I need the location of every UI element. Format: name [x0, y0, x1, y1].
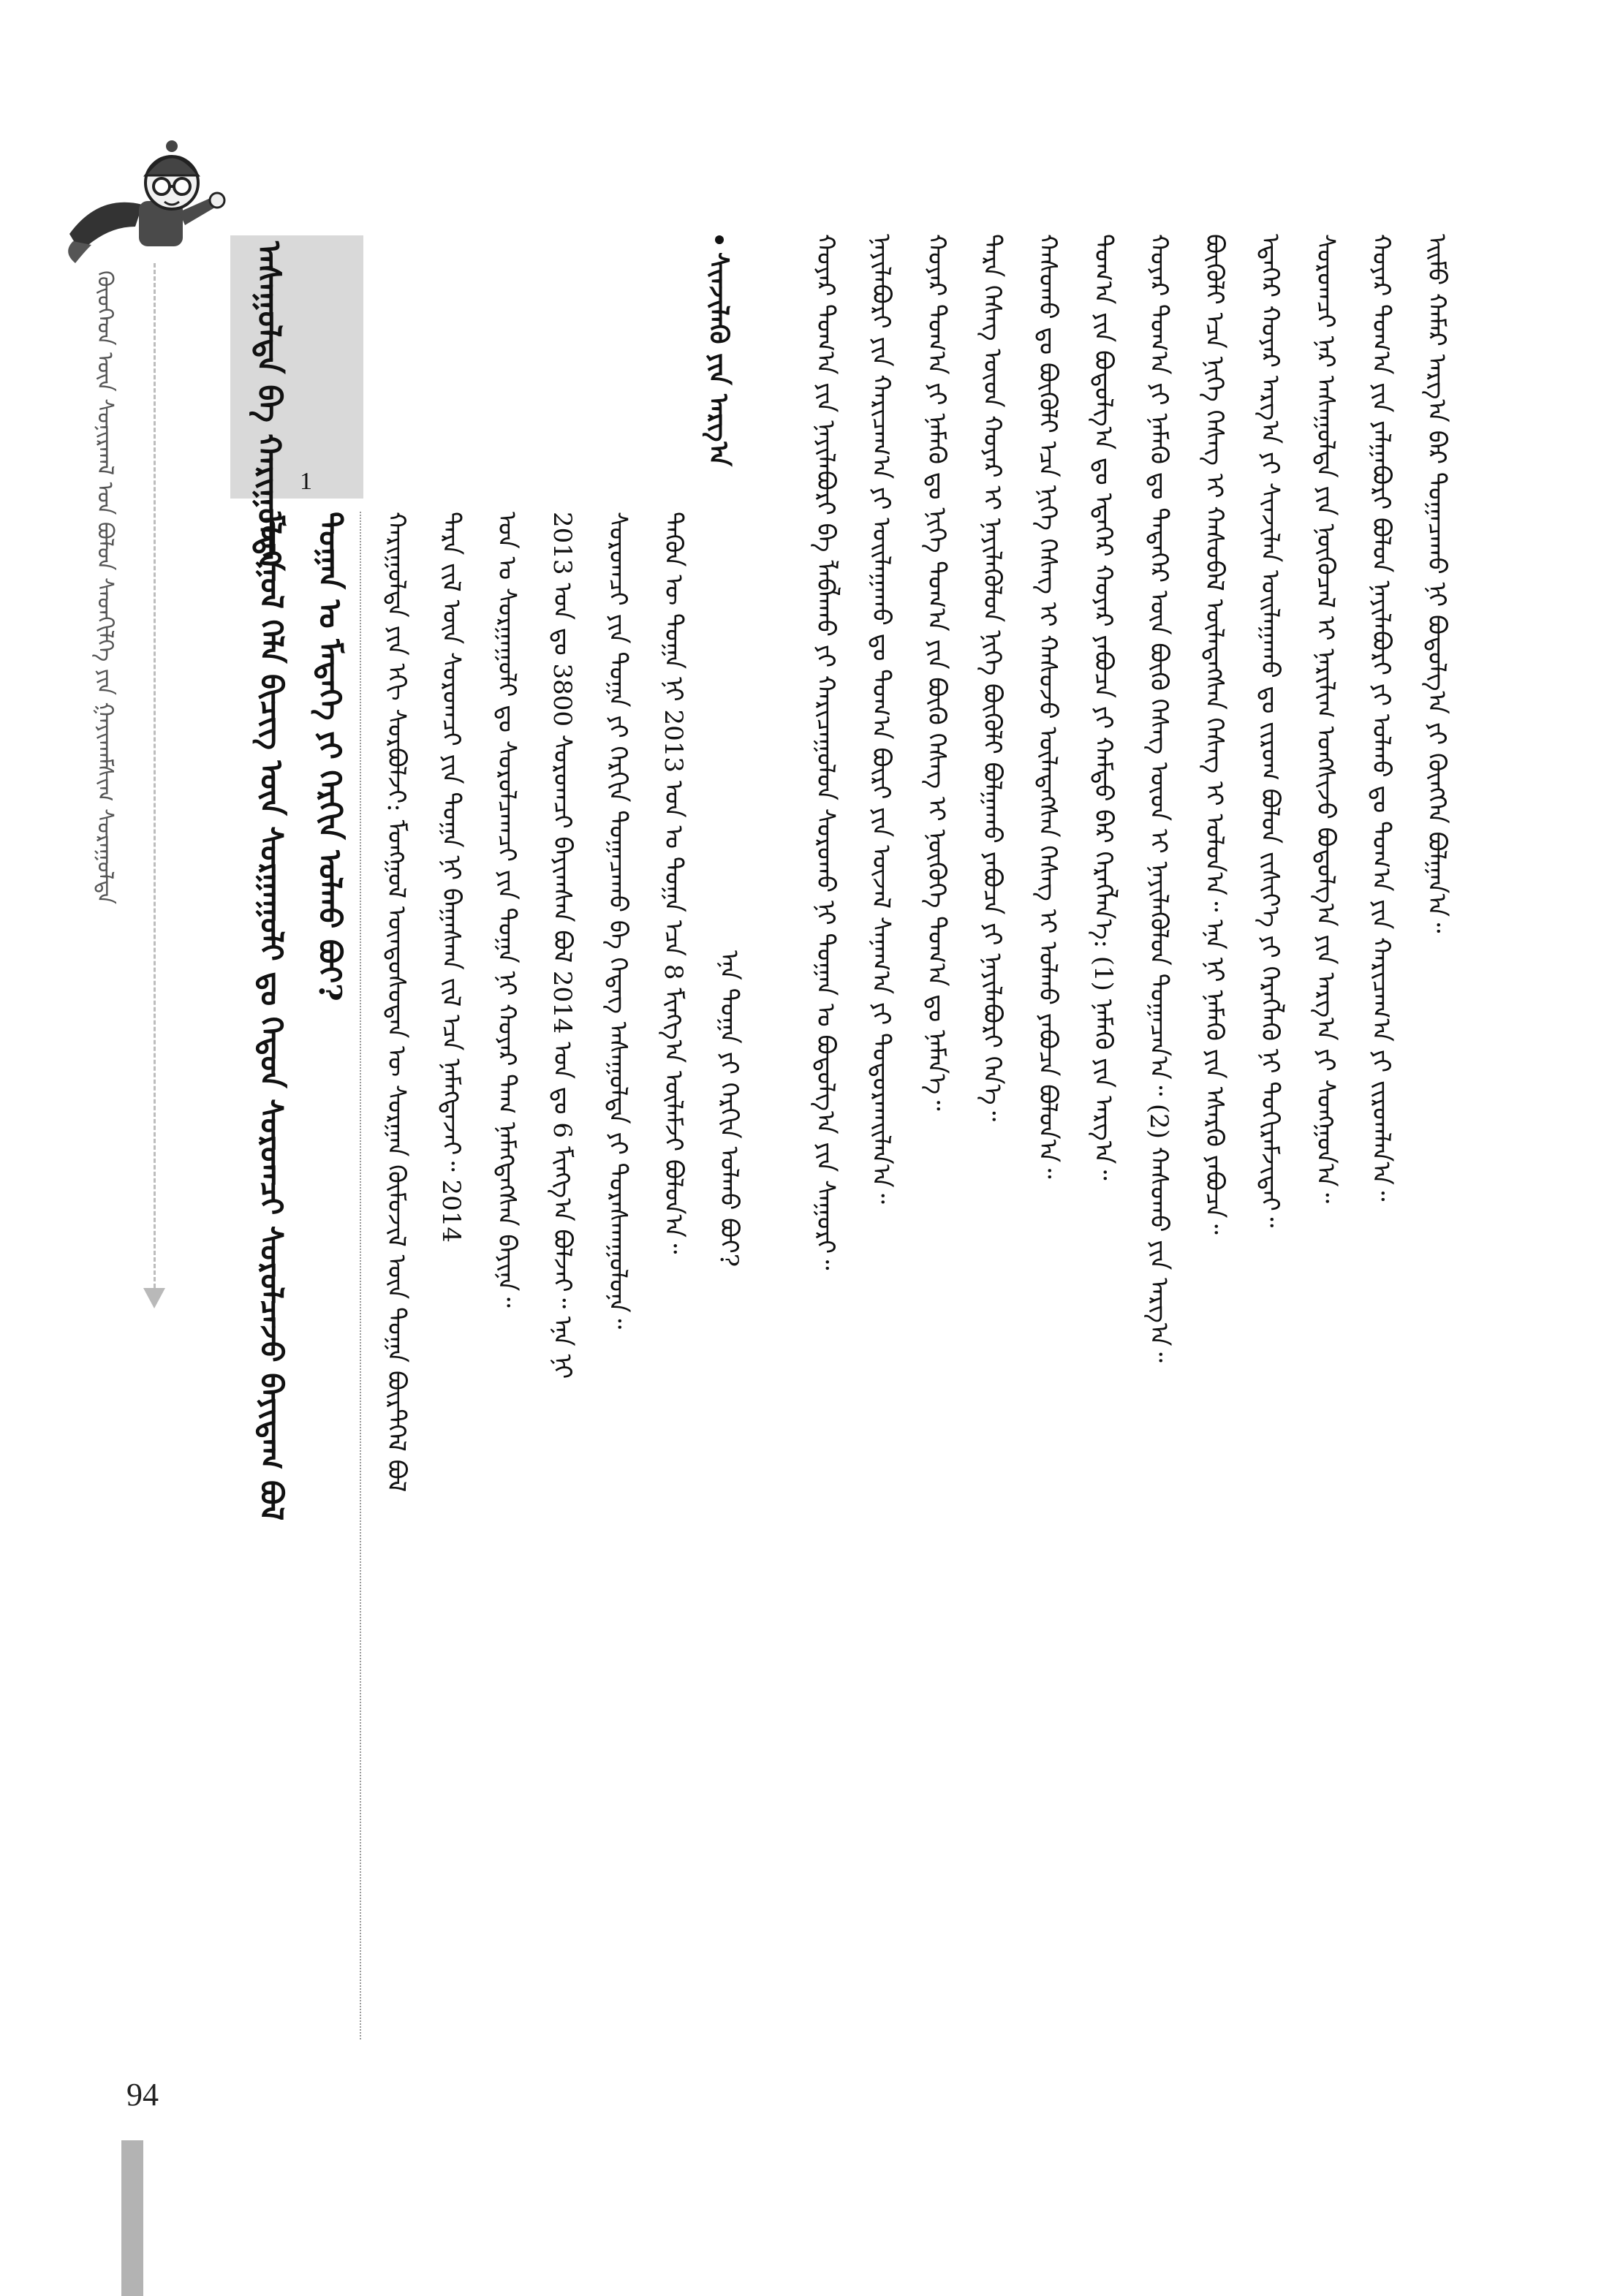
scarf-tail — [68, 241, 91, 263]
question-line-1: ᠮᠣᠩᠭᠣᠯ ᠬᠡᠯᠡ ᠪᠢᠴᠢᠭ ᠦᠨ ᠰᠤᠷᠭᠠᠭᠤᠯᠢ ᠳᠤ ᠬᠡᠳᠦᠨ ᠰᠤᠷᠤᠭᠴᠢ ᠰᠤᠷᠤᠯᠴᠠᠵᠤ ᠪᠠᠶᠢᠳᠠᠭ ᠪᠣᠯ — [254, 512, 290, 1521]
hat — [145, 157, 198, 175]
body-line-3: ᠬᠣᠶᠠᠷ ᠲᠣᠭ᠎ᠠ ᠶᠢ ᠨᠡᠮᠡᠬᠦ ᠳᠤ ᠨᠢᠭᠡ ᠲᠣᠭ᠎ᠠ ᠶᠢᠨ ᠪᠦᠬᠦ ᠬᠡᠰᠡᠭ ᠢ ᠨᠥᠭᠦᠭᠡ ᠲᠣᠭ᠎ᠠ ᠳᠤ ᠨᠡᠮᠡᠨ᠎ᠡ᠃ — [922, 234, 951, 1111]
header-divider — [154, 263, 156, 1301]
body-line-12: ᠡᠢᠮᠦ ᠬᠠᠮᠠᠷ ᠠᠷᠭ᠎ᠠ ᠪᠠᠷ ᠲᠣᠭᠠᠴᠠᠬᠤ ᠨᠢ ᠪᠣᠳᠤᠯᠭ᠎ᠠ ᠶᠢ ᠬᠥᠩᠭᠡᠨ ᠪᠣᠯᠭᠠᠨ᠎ᠠ᠃ — [1422, 234, 1451, 933]
answer-line-3: ᠣᠨ ᠤ ᠰᠤᠷᠭᠠᠭᠤᠯᠢ ᠳᠤ ᠰᠤᠷᠤᠯᠴᠠᠭᠴᠢ ᠶᠢᠨ ᠲᠣᠭᠠ ᠨᠢ ᠬᠣᠶᠠᠷ ᠲᠠᠭ ᠨᠡᠮᠡᠭᠳᠡᠭᠰᠡᠨ ᠪᠠᠶᠢᠨᠠ᠃ — [492, 512, 521, 1308]
answer-line-7: ᠡᠨᠡ ᠲᠣᠭᠠ ᠶᠢ ᠬᠡᠷᠬᠢᠨ ᠣᠯᠬᠤ ᠪᠣᠢ? — [714, 950, 744, 1268]
body-line-1: ᠬᠣᠶᠠᠷ ᠲᠣᠭ᠎ᠠ ᠶᠢᠨ ᠨᠡᠶᠢᠯᠡᠪᠦᠷᠢ ᠪᠠ ᠯᠠᠪᠯᠠᠬᠤ ᠶᠢ ᠬᠠᠷᠢᠴᠠᠭᠤᠯᠤᠨ ᠰᠤᠷᠤᠬᠤ ᠨᠢ ᠲᠣᠭᠠᠨ ᠤ ᠪᠣᠳᠤᠯᠭ᠎ᠠ ᠶᠢᠨ ᠰᠠᠭᠤᠷᠢ᠃ — [811, 234, 840, 1270]
fist — [210, 193, 224, 208]
body-line-5: ᠬᠠᠰᠤᠬᠤ ᠳᠤ ᠪᠦᠬᠦᠯᠢ ᠡᠴᠡ ᠨᠢᠭᠡ ᠬᠡᠰᠡᠭ ᠢ ᠬᠠᠰᠤᠵᠤ ᠦᠯᠡᠳᠡᠭᠰᠡᠨ ᠬᠡᠰᠡᠭ ᠢ ᠣᠯᠬᠤ ᠶᠠᠪᠤᠴᠠ ᠪᠣᠯᠤᠨ᠎ᠠ᠃ — [1033, 234, 1062, 1179]
body-line-9: ᠡᠳᠡᠭᠡᠷ ᠬᠣᠶᠠᠷ ᠠᠷᠭ᠎ᠠ ᠶᠢ ᠰᠢᠨᠵᠢᠯᠡᠨ ᠣᠢᠯᠠᠭᠠᠬᠤ ᠳᠤ ᠵᠢᠷᠤᠭ ᠪᠣᠯᠤᠨ ᠵᠢᠱᠢᠶ᠎ᠡ ᠶᠢ ᠬᠡᠷᠡᠭᠯᠡᠬᠦ ᠨᠢ ᠲᠣᠬᠢᠷᠠᠮᠵᠢᠲᠠᠢ᠃ — [1255, 234, 1285, 1228]
body-line-11: ᠬᠣᠶᠠᠷ ᠲᠣᠭ᠎ᠠ ᠶᠢᠨ ᠶᠠᠯᠭᠠᠪᠤᠷᠢ ᠪᠣᠯᠤᠨ ᠨᠡᠶᠢᠯᠡᠪᠦᠷᠢ ᠶᠢ ᠣᠯᠬᠤ ᠳᠤ ᠲᠣᠭ᠎ᠠ ᠶᠢᠨ ᠬᠠᠷᠢᠴᠠᠭ᠎ᠠ ᠶᠢ ᠵᠢᠷᠤᠭᠯᠠᠨ᠎ᠠ᠃ — [1366, 234, 1396, 1202]
body-line-6: ᠲᠣᠭ᠎ᠠ ᠶᠢᠨ ᠪᠣᠳᠤᠯᠭ᠎ᠠ ᠳᠤ ᠡᠳᠡᠭᠡᠷ ᠬᠣᠶᠠᠷ ᠶᠠᠪᠤᠴᠠ ᠶᠢ ᠬᠠᠮᠲᠤ ᠪᠡᠷ ᠬᠡᠷᠡᠭᠯᠡᠨ᠎ᠡ: (1) ᠨᠡᠮᠡᠬᠦ ᠶᠢᠨ ᠠᠷᠭ᠎ᠠ᠃ — [1089, 234, 1118, 1181]
answer-line-4: 2013 ᠣᠨ ᠳᠤ 3800 ᠰᠤᠷᠤᠭᠴᠢ ᠪᠠᠶᠢᠭᠰᠠᠨ ᠪᠣᠯ 2014 ᠣᠨ ᠳᠤ 6 ᠮᠢᠩᠭ᠎ᠠ ᠪᠣᠯᠵᠠᠢ᠃ ᠡᠨᠡ ᠨᠢ — [548, 512, 577, 1379]
section-number: 1 — [300, 468, 312, 495]
glasses-left — [154, 178, 170, 194]
question-divider — [360, 512, 361, 2039]
question-line-2: ᠲᠣᠭᠠᠨ ᠤ ᠮᠡᠳᠡᠭᠡ ᠶᠢ ᠬᠡᠷᠬᠢᠨ ᠣᠯᠬᠤ ᠪᠣᠢ? — [312, 512, 348, 1001]
glasses-right — [174, 178, 190, 194]
body-line-2: ᠨᠡᠶᠢᠯᠡᠪᠦᠷᠢ ᠶᠢᠨ ᠬᠠᠷᠢᠴᠠᠭ᠎ᠠ ᠶᠢ ᠣᠢᠯᠠᠭᠠᠬᠤ ᠳᠤ ᠲᠣᠭ᠎ᠠ ᠪᠦᠷᠢ ᠶᠢᠨ ᠦᠵᠡᠯ ᠰᠠᠨᠠᠭ᠎ᠠ ᠶᠢ ᠲᠣᠳᠤᠷᠬᠠᠢᠯᠠᠨ᠎ᠠ᠃ — [866, 234, 896, 1204]
body-line-4: ᠲᠡᠷᠡ ᠬᠡᠰᠡᠭ ᠦᠳ ᠬᠣᠶᠠᠷ ᠢ ᠨᠡᠶᠢᠯᠡᠭᠦᠯᠦᠨ ᠨᠢᠭᠡ ᠪᠦᠬᠦᠯᠢ ᠪᠣᠯᠭᠠᠬᠤ ᠶᠠᠪᠤᠴᠠ ᠶᠢ ᠨᠡᠶᠢᠯᠡᠪᠦᠷᠢ ᠭᠡᠨ᠎ᠡ᠃ — [977, 234, 1007, 1121]
bullet-icon — [715, 235, 724, 244]
body-line-8: ᠪᠦᠬᠦᠯᠢ ᠡᠴᠡ ᠨᠢᠭᠡ ᠬᠡᠰᠡᠭ ᠢ ᠬᠠᠰᠤᠪᠠᠯ ᠦᠯᠡᠳᠡᠭᠰᠡᠨ ᠬᠡᠰᠡᠭ ᠢ ᠣᠯᠤᠨ᠎ᠠ᠃ ᠡᠨᠡ ᠨᠢ ᠨᠡᠮᠡᠬᠦ ᠶᠢᠨ ᠡᠰᠡᠷᠭᠦ ᠶᠠᠪᠤᠴᠠ᠃ — [1200, 234, 1229, 1235]
answer-line-2: ᠲᠡᠷᠡ ᠵᠢᠯ ᠦᠨ ᠰᠤᠷᠤᠭᠴᠢ ᠶᠢᠨ ᠲᠣᠭᠠ ᠨᠢ ᠪᠠᠭᠠᠰᠬᠠ ᠵᠢᠯ ᠡᠴᠡ ᠨᠡᠮᠡᠭᠳᠡᠵᠡᠢ᠃ 2014 — [436, 512, 466, 1243]
hat-knob — [166, 140, 178, 152]
running-header: ᠬᠦᠦᠬᠡᠳ ᠦᠨ ᠰᠣᠨᠢᠷᠬᠠᠯ ᠤᠨ ᠪᠣᠯᠤᠨ ᠰᠡᠳᠬᠢᠯᠭᠡ ᠶᠢᠨ ᠭᠠᠶᠢᠬᠠᠮᠰᠢᠭ ᠰᠤᠷᠠᠭᠤᠯᠲᠠ — [92, 270, 118, 905]
answer-line-5: ᠰᠤᠷᠤᠭᠴᠢ ᠶᠢᠨ ᠲᠣᠭᠠ ᠶᠢ ᠬᠡᠷᠬᠢᠨ ᠲᠣᠭᠠᠴᠠᠬᠤ ᠪᠡ ᠭᠡᠳᠡᠭ ᠠᠰᠠᠭᠤᠯᠲᠠ ᠶᠢ ᠳᠤᠷᠠᠰᠬᠠᠭᠤᠯᠤᠨᠠ᠃ — [603, 512, 632, 1330]
answer-line-1: ᠬᠠᠷᠢᠭᠤᠯᠲᠠ ᠶᠢᠨ ᠡᠬᠢ ᠰᠤᠷᠪᠤᠯᠵᠢ: ᠮᠣᠩᠭᠣᠯ ᠦᠨᠳᠦᠰᠦᠲᠡᠨ ᠦ ᠰᠤᠷᠭᠠᠨ ᠬᠦᠮᠦᠵᠢᠯ ᠦᠨ ᠲᠣᠭᠠ ᠪᠦᠷᠲᠭᠡᠯ ᠪᠣᠯ — [382, 512, 411, 1493]
body-line-10: ᠰᠤᠷᠤᠭᠴᠢ ᠨᠠᠷ ᠠᠰᠠᠭᠤᠯᠲᠠ ᠶᠢᠨ ᠨᠥᠬᠦᠴᠡᠯ ᠢ ᠨᠠᠷᠢᠯᠢᠭ ᠤᠩᠰᠢᠵᠤ ᠪᠣᠳᠤᠯᠭ᠎ᠠ ᠶᠢᠨ ᠠᠷᠭ᠎ᠠ ᠶᠢ ᠰᠣᠩᠭᠣᠨ᠎ᠠ᠃ — [1311, 234, 1340, 1204]
bullet-heading: ᠰᠢᠨᠵᠢᠯᠡᠬᠦ ᠶᠢᠨ ᠠᠷᠭ᠎ᠠ — [703, 252, 734, 466]
answer-line-6: ᠲᠡᠭᠦᠨ ᠦ ᠲᠣᠭᠠ ᠨᠢ 2013 ᠣᠨ ᠤ ᠲᠣᠭᠠ ᠡᠴᠡ 8 ᠮᠢᠩᠭ᠎ᠠ ᠦᠯᠡᠮᠵᠢ ᠪᠣᠯᠤᠨ᠎ᠠ᠃ — [659, 512, 688, 1254]
page-number: 94 — [126, 2077, 159, 2113]
section-title: ᠠᠰᠠᠭᠤᠯᠲᠠ ᠪᠠ ᠬᠠᠷᠢᠭᠤᠯᠲᠠ — [250, 241, 287, 571]
body-line-7: ᠬᠣᠶᠠᠷ ᠲᠣᠭ᠎ᠠ ᠶᠢ ᠨᠡᠮᠡᠬᠦ ᠳᠤ ᠲᠡᠳᠡᠭᠡᠷ ᠦᠨ ᠪᠦᠬᠦ ᠬᠡᠰᠡᠭ ᠦᠳ ᠢ ᠨᠡᠶᠢᠯᠡᠭᠦᠯᠦᠨ ᠲᠣᠭᠠᠴᠠᠨ᠎ᠠ᠃ (2) ᠬᠠᠰᠤᠬᠤ ᠶᠢᠨ ᠠᠷᠭ᠎ᠠ᠃ — [1144, 234, 1173, 1363]
page-edge-bar — [121, 2140, 143, 2296]
mascot-illustration — [55, 124, 230, 270]
arrow-down-icon — [143, 1288, 165, 1308]
